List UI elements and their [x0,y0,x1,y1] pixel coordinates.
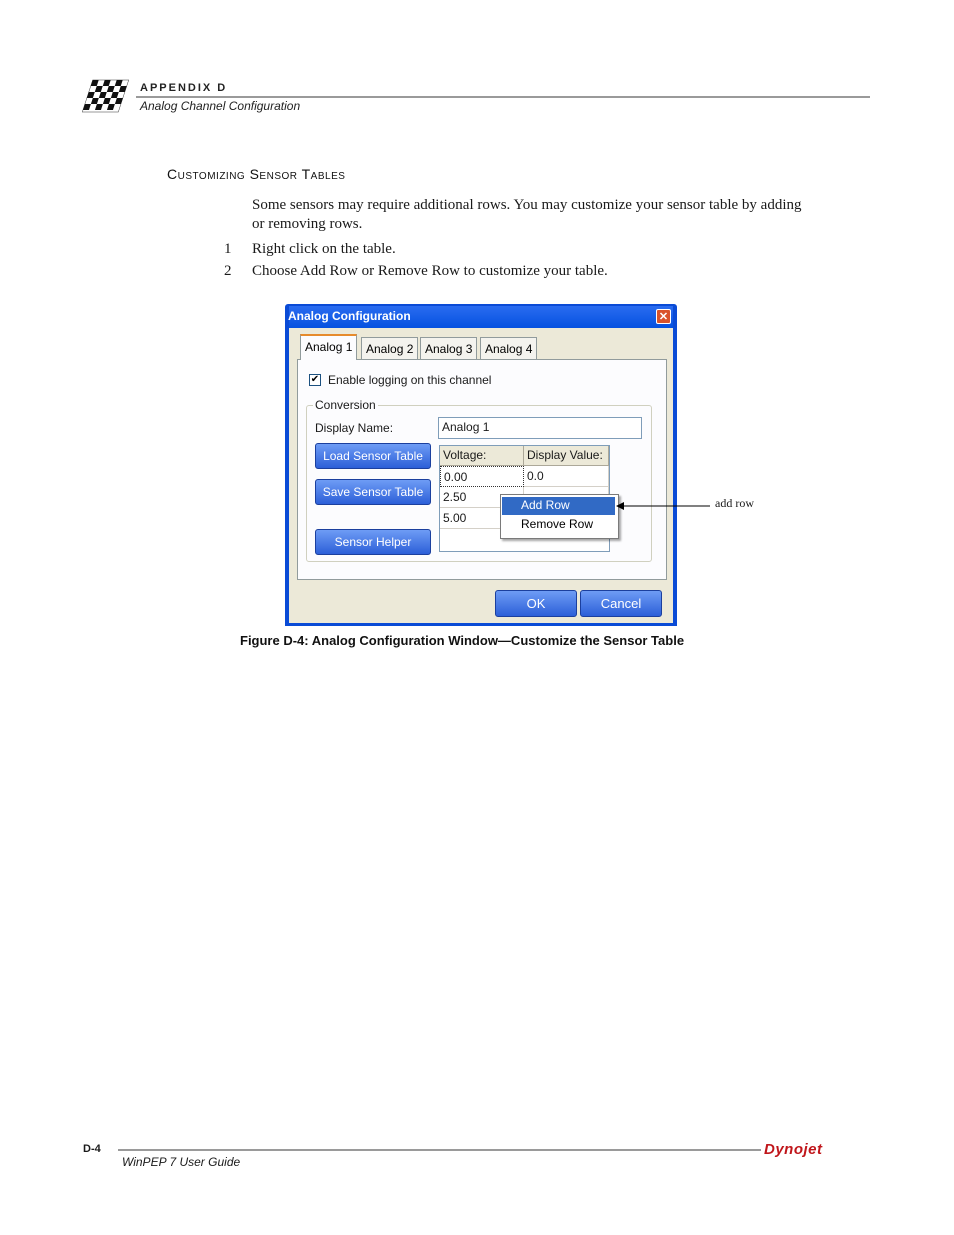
step-1 [224,241,396,258]
tab-analog-2[interactable]: Analog 2 [361,337,418,359]
enable-logging-label: Enable logging on this channel [328,373,492,387]
step-number: 2 [224,263,232,279]
tab-analog-1[interactable]: Analog 1 [300,334,357,360]
table-cell[interactable]: 5.00 [440,508,524,529]
display-name-input[interactable]: Analog 1 [438,417,642,439]
appendix-label: APPENDIX D [140,82,228,94]
footer-rule [118,1149,761,1151]
section-title: Customizing Sensor Tables [167,166,346,182]
step-2 [224,263,608,280]
context-menu-add-row[interactable]: Add Row [502,497,615,515]
tab-analog-3[interactable]: Analog 3 [420,337,477,359]
cancel-button[interactable]: Cancel [580,590,662,617]
sensor-helper-button[interactable]: Sensor Helper [315,529,431,555]
column-header-voltage[interactable]: Voltage: [440,446,524,466]
enable-logging-checkbox[interactable]: ✔ [310,374,320,385]
display-name-label: Display Name: [315,421,394,435]
step-text: Choose Add Row or Remove Row to customize your table. [252,263,608,279]
ok-button[interactable]: OK [495,590,577,617]
dialog-title: Analog Configuration [288,309,411,323]
dynojet-logo: Dynojet [764,1141,823,1158]
close-icon[interactable]: ✕ [656,309,671,324]
conversion-group-label: Conversion [315,398,376,412]
tab-analog-4[interactable]: Analog 4 [480,337,537,359]
step-number: 1 [224,241,232,257]
checkered-flag-icon [80,76,132,120]
intro-paragraph: Some sensors may require additional rows. You may customize your sensor table by adding or removing rows. [252,197,802,232]
load-sensor-table-button[interactable]: Load Sensor Table [315,443,431,469]
header-subtitle: Analog Channel Configuration [140,99,301,113]
table-cell[interactable]: 0.0 [524,466,609,487]
footer-title: WinPEP 7 User Guide [122,1155,241,1169]
context-menu-remove-row[interactable]: Remove Row [521,517,594,531]
callout-arrow-icon [614,498,714,514]
figure-caption: Figure D-4: Analog Configuration Window—Customize the Sensor Table [240,633,685,648]
table-cell[interactable]: 2.50 [440,487,524,508]
save-sensor-table-button[interactable]: Save Sensor Table [315,479,431,505]
table-cell[interactable]: 0.00 [440,466,524,487]
column-header-display-value[interactable]: Display Value: [524,446,609,466]
header-rule [136,96,870,98]
page-number: D-4 [83,1143,101,1155]
step-text: Right click on the table. [252,241,396,257]
callout-label: add row [715,496,754,510]
